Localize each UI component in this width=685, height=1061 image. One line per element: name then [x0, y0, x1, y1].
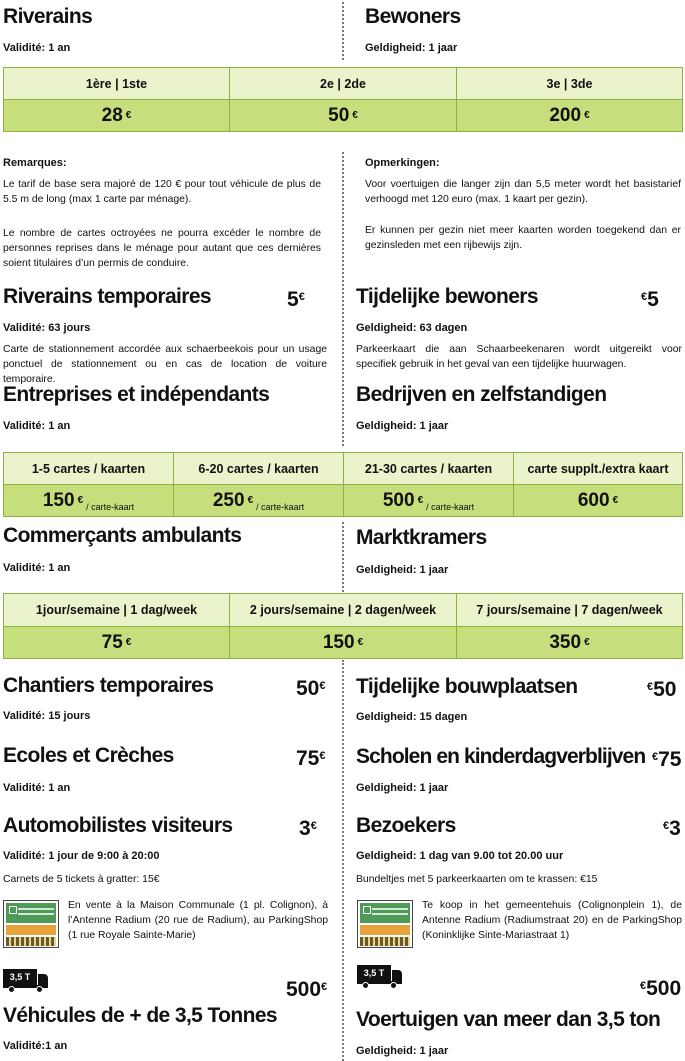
euro-sign: €	[125, 637, 132, 648]
price-scholen: €75	[652, 748, 682, 771]
price-cell	[514, 484, 682, 516]
euro-sign: €	[352, 110, 358, 121]
title-scholen: Scholen en kinderdagverblijven	[356, 745, 646, 768]
price-value: 350	[549, 631, 582, 653]
table-header: 2e | 2de	[230, 68, 457, 99]
column-divider	[342, 2, 344, 60]
carnet-fr: Carnets de 5 tickets à gratter: 15€	[3, 874, 160, 885]
table-header: 6-20 cartes / kaarten	[174, 453, 344, 484]
title-ecoles: Ecoles et Crèches	[3, 744, 174, 767]
price-cell	[344, 484, 514, 516]
price-cell	[174, 484, 344, 516]
column-divider	[342, 522, 344, 592]
validity-bewoners: Geldigheid: 1 jaar	[365, 42, 458, 54]
euro-sign: €	[125, 110, 132, 121]
title-bewoners: Bewoners	[365, 5, 461, 28]
title-vehicules: Véhicules de + de 3,5 Tonnes	[3, 1004, 278, 1027]
column-divider	[342, 660, 344, 1061]
remarks-nl-paragraph-1: Voor voertuigen die langer zijn dan 5,5 meter wordt het basistarief verhoogd met 120 euro (max. 1 kaart per gezin).	[365, 179, 681, 205]
desc-riverains-temporaires: Carte de stationnement accordée aux schaerbeekois pour un usage ponctuel de stationnement ou en cas de location de voiture temporaire.	[3, 344, 327, 385]
validity-ecoles: Validité: 1 an	[3, 782, 71, 794]
validity-chantiers: Validité: 15 jours	[3, 710, 91, 722]
price-voertuigen: €500	[640, 977, 682, 1000]
euro-sign: €	[357, 637, 364, 648]
desc-tijdelijke-bewoners: Parkeerkaart die aan Schaarbeekenaren wordt uitgereikt voor specifiek gebruik in het geval van een tijdelijke huurwagen.	[356, 344, 682, 370]
title-tijdelijke-bewoners: Tijdelijke bewoners	[356, 285, 538, 308]
sale-points-fr: En vente à la Maison Communale (1 pl. Colignon), à l’Antenne Radium (20 rue de Radium), au ParkingShop (1 rue Royale Sainte-Marie)	[68, 900, 328, 941]
riverains-price-table	[3, 67, 683, 132]
validity-entreprises: Validité: 1 an	[3, 420, 71, 432]
price-value: 250	[212, 489, 245, 511]
title-chantiers: Chantiers temporaires	[3, 674, 214, 697]
euro-sign: €	[417, 495, 424, 506]
price-cell	[4, 99, 230, 131]
remarks-title-fr: Remarques:	[3, 157, 67, 169]
price-ecoles: 75€	[296, 747, 326, 770]
validity-marktkramers: Geldigheid: 1 jaar	[356, 564, 449, 576]
carnet-nl: Bundeltjes met 5 parkeerkaarten om te krassen: €15	[356, 874, 598, 885]
price-unit: / carte-kaart	[86, 502, 135, 512]
table-header: carte supplt./extra kaart	[514, 453, 682, 484]
price-cell	[4, 626, 230, 658]
price-value: 50	[328, 104, 350, 126]
price-value: 150	[322, 631, 355, 653]
truck-label: 3,5 T	[9, 972, 31, 982]
price-cell	[457, 626, 682, 658]
price-cell	[230, 626, 457, 658]
validity-bouwplaatsen: Geldigheid: 15 dagen	[356, 711, 468, 723]
title-riverains: Riverains	[3, 5, 93, 28]
table-header: 2 jours/semaine | 2 dagen/week	[230, 594, 457, 626]
remarks-title-nl: Opmerkingen:	[365, 157, 440, 169]
validity-tijdelijke-bewoners: Geldigheid: 63 dagen	[356, 322, 468, 334]
price-bouwplaatsen: €50	[647, 678, 677, 701]
ambulants-price-table	[3, 593, 683, 659]
validity-bedrijven: Geldigheid: 1 jaar	[356, 420, 449, 432]
table-header: 1ère | 1ste	[4, 68, 230, 99]
price-value: 600	[577, 489, 610, 511]
truck-label: 3,5 T	[363, 968, 385, 978]
title-riverains-temporaires: Riverains temporaires	[3, 285, 212, 308]
price-cell	[457, 99, 682, 131]
remarks-fr-paragraph-2: Le nombre de cartes octroyées ne pourra excéder le nombre de personnes reprises dans le ménage pour autant que ces dernières soient titulaires d’un permis de conduire.	[3, 228, 321, 269]
price-tijdelijke-bewoners: €5	[641, 288, 659, 311]
sale-points-nl: Te koop in het gemeentehuis (Colignonplein 1), de Antenne Radium (Radiumstraat 20) en de ParkingShop (Koninklijke Sinte-Mariastraat 1)	[422, 900, 682, 941]
euro-sign: €	[247, 495, 254, 506]
title-bedrijven: Bedrijven en zelfstandigen	[356, 383, 607, 406]
table-header: 21-30 cartes / kaarten	[344, 453, 514, 484]
title-marktkramers: Marktkramers	[356, 526, 487, 549]
title-bezoekers: Bezoekers	[356, 814, 456, 837]
euro-sign: €	[584, 637, 590, 648]
table-header: 3e | 3de	[457, 68, 682, 99]
title-bouwplaatsen: Tijdelijke bouwplaatsen	[356, 675, 578, 698]
remarks-nl-paragraph-2: Er kunnen per gezin niet meer kaarten worden toegekend dan er gezinsleden met een rijbewijs zijn.	[365, 225, 681, 251]
remarks-fr-paragraph-1: Le tarif de base sera majoré de 120 € pour tout véhicule de plus de 5.5 m de long (max 1 carte par ménage).	[3, 179, 321, 205]
title-voertuigen: Voertuigen van meer dan 3,5 ton	[356, 1008, 661, 1031]
price-unit: / carte-kaart	[426, 502, 475, 512]
truck-icon	[357, 965, 403, 989]
truck-icon	[3, 969, 49, 993]
price-bezoekers: €3	[663, 817, 681, 840]
title-ambulants: Commerçants ambulants	[3, 524, 242, 547]
table-header: 7 jours/semaine | 7 dagen/week	[457, 594, 682, 626]
title-visiteurs: Automobilistes visiteurs	[3, 814, 233, 837]
validity-riverains: Validité: 1 an	[3, 42, 71, 54]
euro-sign: €	[77, 495, 84, 506]
price-cell	[4, 484, 174, 516]
validity-bezoekers: Geldigheid: 1 dag van 9.00 tot 20.00 uur	[356, 850, 564, 862]
table-header: 1-5 cartes / kaarten	[4, 453, 174, 484]
title-entreprises: Entreprises et indépendants	[3, 383, 270, 406]
price-value: 200	[549, 104, 582, 126]
euro-sign: €	[612, 495, 619, 506]
scratch-ticket-icon	[357, 900, 413, 948]
euro-sign: €	[584, 110, 590, 121]
price-value: 150	[42, 489, 75, 511]
price-value: 500	[382, 489, 415, 511]
price-vehicules: 500€	[286, 978, 328, 1001]
entreprises-price-table	[3, 452, 683, 517]
validity-voertuigen: Geldigheid: 1 jaar	[356, 1045, 449, 1057]
validity-visiteurs: Validité: 1 jour de 9:00 à 20:00	[3, 850, 160, 862]
price-cell	[230, 99, 457, 131]
validity-ambulants: Validité: 1 an	[3, 562, 71, 574]
price-chantiers: 50€	[296, 677, 326, 700]
price-value: 75	[101, 631, 123, 653]
price-riverains-temporaires: 5€	[287, 288, 305, 311]
table-header: 1jour/semaine | 1 dag/week	[4, 594, 230, 626]
validity-riverains-temporaires: Validité: 63 jours	[3, 322, 91, 334]
price-value: 28	[101, 104, 123, 126]
validity-vehicules: Validité:1 an	[3, 1040, 68, 1052]
validity-scholen: Geldigheid: 1 jaar	[356, 782, 449, 794]
price-unit: / carte-kaart	[256, 502, 305, 512]
price-visiteurs: 3€	[299, 817, 317, 840]
scratch-ticket-icon	[3, 900, 59, 948]
column-divider	[342, 152, 344, 446]
